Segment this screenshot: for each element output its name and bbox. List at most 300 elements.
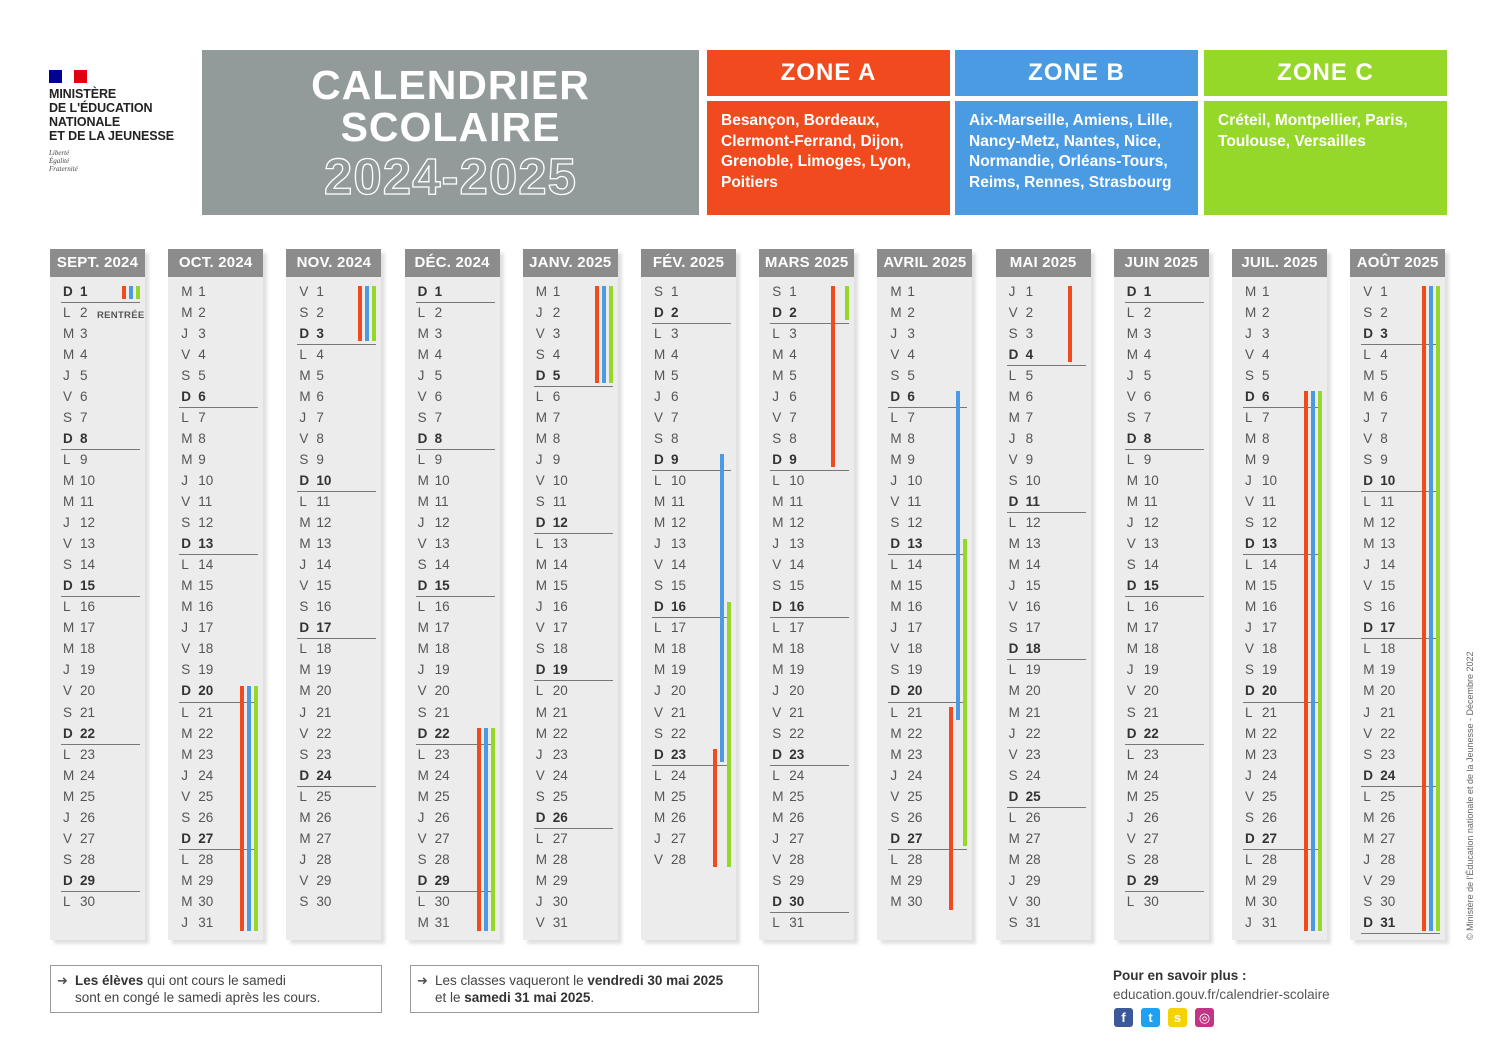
day-letter: S <box>1363 893 1373 909</box>
copyright: © Ministère de l'Éducation nationale et de la Jeunesse - Décembre 2022 <box>1465 651 1475 940</box>
day-number: 2 <box>1380 304 1388 320</box>
day-number: 24 <box>1262 767 1278 783</box>
day-number: 29 <box>552 872 568 888</box>
week-separator <box>1007 659 1086 660</box>
day-number: 25 <box>789 788 805 804</box>
more-info-link[interactable]: education.gouv.fr/calendrier-scolaire <box>1113 987 1330 1002</box>
day-number: 16 <box>434 599 450 615</box>
day-number: 25 <box>316 788 332 804</box>
day-letter: M <box>299 515 311 531</box>
day-letter: S <box>772 578 782 594</box>
day-letter: M <box>1126 494 1139 509</box>
day-number: 3 <box>552 325 561 341</box>
day-letter: M <box>181 451 193 467</box>
day-letter: L <box>63 304 71 320</box>
day-number: 2 <box>907 304 915 320</box>
day-letter: S <box>417 557 427 573</box>
day-number: 17 <box>434 620 450 636</box>
day-letter: D <box>535 367 546 383</box>
day-letter: V <box>535 620 545 636</box>
day-number: 16 <box>1262 599 1278 615</box>
day-number: 29 <box>907 872 923 888</box>
day-row <box>536 870 616 891</box>
day-row <box>63 617 143 638</box>
title-line-2: SCOLAIRE <box>340 104 561 150</box>
day-letter: V <box>1126 536 1136 552</box>
day-number: 17 <box>1380 620 1396 636</box>
day-row <box>299 365 379 386</box>
day-number: 3 <box>907 325 915 341</box>
day-letter: S <box>1126 704 1136 720</box>
day-number: 30 <box>80 893 96 909</box>
day-row <box>772 386 852 407</box>
title-line-1: CALENDRIER <box>311 62 590 108</box>
week-separator <box>1125 744 1204 745</box>
day-letter: S <box>654 283 664 299</box>
day-number: 24 <box>552 767 568 783</box>
day-letter: D <box>1363 620 1373 636</box>
day-number: 20 <box>434 683 450 699</box>
day-number: 30 <box>1025 893 1041 909</box>
day-number: 5 <box>1025 367 1034 383</box>
day-row <box>772 428 852 449</box>
day-row <box>63 828 143 849</box>
day-number: 24 <box>789 767 805 783</box>
day-number: 4 <box>434 346 443 362</box>
day-letter: J <box>1245 325 1252 341</box>
day-row <box>1127 407 1207 428</box>
day-row <box>772 512 852 533</box>
month-column <box>1114 249 1209 940</box>
day-number: 30 <box>1380 893 1396 909</box>
day-number: 13 <box>1380 536 1396 552</box>
day-number: 27 <box>316 830 332 846</box>
day-row <box>536 849 616 870</box>
day-letter: L <box>181 409 189 425</box>
day-number: 20 <box>1380 683 1396 699</box>
day-number: 25 <box>198 788 214 804</box>
day-number: 6 <box>1262 388 1270 404</box>
day-letter: L <box>181 851 189 867</box>
day-row <box>1127 449 1207 470</box>
logo-name: MINISTÈRE DE L'ÉDUCATION NATIONALE ET DE LA JEUNESSE <box>49 87 174 143</box>
day-letter: J <box>299 851 307 867</box>
day-letter: V <box>535 915 545 930</box>
day-number: 12 <box>1143 515 1159 531</box>
day-row <box>299 533 379 554</box>
day-row <box>1127 323 1207 344</box>
day-number: 5 <box>552 367 561 383</box>
day-letter: L <box>417 451 426 467</box>
day-row <box>654 365 734 386</box>
day-number: 15 <box>1380 578 1396 594</box>
day-number: 22 <box>1262 725 1278 741</box>
day-row <box>1009 891 1089 912</box>
day-letter: S <box>1008 915 1018 930</box>
day-row <box>1127 659 1207 680</box>
week-separator <box>297 344 376 345</box>
day-number: 15 <box>671 578 687 594</box>
day-letter: M <box>1245 430 1257 446</box>
day-row <box>1009 386 1089 407</box>
day-letter: M <box>890 283 902 299</box>
day-row <box>299 344 379 365</box>
day-letter: M <box>181 746 193 762</box>
day-row <box>772 554 852 575</box>
day-letter: S <box>299 746 309 762</box>
day-number: 12 <box>789 515 805 531</box>
day-letter: M <box>890 725 902 741</box>
day-number: 19 <box>552 662 568 678</box>
twitter-icon[interactable]: t <box>1141 1008 1160 1027</box>
day-letter: V <box>63 683 73 699</box>
day-letter: S <box>181 515 191 531</box>
snapchat-icon[interactable]: s <box>1168 1008 1187 1027</box>
day-letter: M <box>181 725 193 741</box>
day-row <box>890 765 970 786</box>
day-number: 15 <box>907 578 923 594</box>
day-number: 22 <box>789 725 805 741</box>
day-row <box>418 428 498 449</box>
day-letter: M <box>772 788 784 804</box>
day-row <box>536 807 616 828</box>
day-number: 19 <box>1143 662 1159 678</box>
day-letter: M <box>1363 367 1375 383</box>
week-separator <box>1007 807 1086 808</box>
day-number: 22 <box>1143 725 1159 741</box>
arrow-right-icon: ➜ <box>57 973 68 988</box>
day-number: 31 <box>1025 915 1041 930</box>
day-letter: M <box>772 809 784 825</box>
day-letter: M <box>1245 746 1257 762</box>
day-number: 8 <box>316 430 324 446</box>
day-number: 10 <box>1262 472 1278 488</box>
day-number: 31 <box>1380 915 1396 930</box>
day-letter: M <box>1126 767 1139 783</box>
facebook-icon[interactable]: f <box>1114 1008 1133 1027</box>
day-row <box>1127 491 1207 512</box>
day-number: 26 <box>198 809 214 825</box>
week-separator <box>770 323 849 324</box>
day-row <box>418 323 498 344</box>
day-number: 1 <box>316 283 324 299</box>
day-row <box>1009 723 1089 744</box>
day-number: 23 <box>80 746 96 762</box>
day-letter: D <box>417 283 428 299</box>
day-row <box>890 302 970 323</box>
day-number: 22 <box>671 725 687 741</box>
day-letter: S <box>535 641 545 657</box>
day-number: 17 <box>552 620 568 636</box>
day-row <box>890 365 970 386</box>
day-number: 18 <box>1143 641 1159 657</box>
day-letter: M <box>417 767 429 783</box>
holiday-bar <box>609 286 613 383</box>
day-number: 11 <box>1143 494 1158 509</box>
day-number: 27 <box>671 830 687 846</box>
day-letter: M <box>63 472 75 488</box>
day-number: 25 <box>434 788 450 804</box>
day-number: 27 <box>552 830 568 846</box>
day-number: 11 <box>907 494 922 509</box>
day-letter: L <box>1126 451 1135 467</box>
day-letter: S <box>1008 620 1018 636</box>
week-separator <box>888 849 967 850</box>
day-row <box>63 680 143 701</box>
day-row <box>1009 638 1089 659</box>
day-row <box>181 386 261 407</box>
day-number: 20 <box>198 683 214 699</box>
day-number: 6 <box>671 388 679 404</box>
day-row <box>299 870 379 891</box>
day-letter: V <box>654 851 664 867</box>
day-row <box>63 365 143 386</box>
day-row <box>536 533 616 554</box>
day-row <box>772 828 852 849</box>
month-column <box>1232 249 1327 940</box>
day-number: 22 <box>1380 725 1396 741</box>
day-row <box>418 512 498 533</box>
day-letter: V <box>299 872 309 888</box>
day-letter: L <box>772 325 780 341</box>
day-row <box>1127 891 1207 912</box>
day-number: 21 <box>552 704 568 720</box>
day-row <box>1245 365 1325 386</box>
day-row <box>772 765 852 786</box>
day-number: 31 <box>434 915 450 930</box>
day-number: 31 <box>552 915 568 930</box>
day-row <box>1127 702 1207 723</box>
day-letter: V <box>772 851 782 867</box>
day-row <box>299 428 379 449</box>
day-number: 3 <box>1380 325 1388 341</box>
day-number: 13 <box>552 536 568 552</box>
day-row <box>1009 828 1089 849</box>
day-number: 2 <box>434 304 443 320</box>
week-separator <box>61 596 140 597</box>
day-letter: M <box>1008 830 1020 846</box>
day-letter: V <box>1008 451 1018 467</box>
day-number: 20 <box>552 683 568 699</box>
day-letter: M <box>181 599 193 615</box>
day-number: 25 <box>1025 788 1041 804</box>
day-row <box>181 596 261 617</box>
day-row <box>299 891 379 912</box>
day-letter: M <box>890 578 902 594</box>
title-year: 2024-2025 <box>324 148 577 205</box>
day-number: 3 <box>316 325 324 341</box>
day-number: 19 <box>671 662 687 678</box>
day-letter: D <box>63 578 73 594</box>
day-number: 21 <box>1262 704 1278 720</box>
day-letter: M <box>299 830 311 846</box>
day-letter: M <box>535 430 548 446</box>
month-column <box>759 249 854 940</box>
day-number: 21 <box>1380 704 1396 720</box>
day-letter: S <box>1245 809 1255 825</box>
day-row <box>63 744 143 765</box>
day-number: 4 <box>789 346 797 362</box>
day-row <box>890 786 970 807</box>
month-header: OCT. 2024 <box>168 249 263 277</box>
day-number: 1 <box>1262 283 1270 299</box>
day-letter: S <box>299 451 309 467</box>
day-letter: M <box>772 367 784 383</box>
day-row <box>181 344 261 365</box>
day-row <box>772 344 852 365</box>
day-row <box>536 765 616 786</box>
day-letter: M <box>181 872 193 888</box>
day-letter: D <box>1126 872 1137 888</box>
day-letter: M <box>1126 788 1139 804</box>
day-letter: J <box>1245 620 1252 636</box>
week-separator <box>652 765 731 766</box>
day-row <box>1009 512 1089 533</box>
day-letter: M <box>299 662 311 678</box>
day-row <box>1127 554 1207 575</box>
day-row <box>654 407 734 428</box>
day-number: 14 <box>1380 557 1396 573</box>
day-letter: J <box>1008 283 1016 299</box>
day-number: 9 <box>789 451 797 467</box>
logo-motto: Liberté Égalité Fraternité <box>49 149 78 173</box>
day-row <box>1009 533 1089 554</box>
day-row <box>1009 281 1089 302</box>
day-row <box>1245 302 1325 323</box>
day-letter: J <box>890 767 898 783</box>
day-number: 29 <box>80 872 96 888</box>
day-row <box>772 638 852 659</box>
holiday-bar <box>484 728 488 931</box>
day-letter: D <box>1126 430 1137 446</box>
ministry-logo <box>49 70 189 173</box>
day-letter: V <box>772 557 782 573</box>
day-letter: M <box>535 557 548 573</box>
day-number: 25 <box>907 788 923 804</box>
day-row <box>418 533 498 554</box>
day-number: 8 <box>198 430 206 446</box>
day-letter: V <box>417 830 427 846</box>
day-letter: V <box>535 325 545 341</box>
day-letter: D <box>654 599 664 615</box>
day-number: 4 <box>671 346 679 362</box>
day-letter: V <box>1245 788 1255 804</box>
day-letter: D <box>890 830 901 846</box>
day-number: 10 <box>80 472 96 488</box>
day-number: 29 <box>789 872 805 888</box>
instagram-icon[interactable]: ◎ <box>1195 1008 1214 1027</box>
month-header: MAI 2025 <box>996 249 1091 277</box>
day-letter: M <box>772 515 784 531</box>
day-letter: J <box>535 746 543 762</box>
day-number: 26 <box>434 809 450 825</box>
day-letter: S <box>1363 746 1373 762</box>
day-row <box>1127 786 1207 807</box>
day-row <box>654 828 734 849</box>
day-row <box>1009 702 1089 723</box>
day-letter: M <box>654 515 666 531</box>
day-letter: M <box>890 746 902 762</box>
day-number: 6 <box>316 388 324 404</box>
day-row <box>1127 617 1207 638</box>
holiday-bar <box>129 286 133 299</box>
day-number: 10 <box>907 472 923 488</box>
week-separator <box>416 449 495 450</box>
day-letter: D <box>1363 325 1373 341</box>
day-letter: D <box>1363 472 1373 488</box>
day-number: 24 <box>1143 767 1159 783</box>
day-row <box>1127 870 1207 891</box>
holiday-bar <box>240 686 244 931</box>
day-number: 15 <box>80 578 96 594</box>
day-letter: S <box>1126 557 1136 573</box>
day-letter: D <box>1363 915 1373 930</box>
day-row <box>772 365 852 386</box>
holiday-bar <box>1436 286 1440 931</box>
day-number: 19 <box>1262 662 1278 678</box>
day-letter: M <box>1363 683 1375 699</box>
week-separator <box>1125 302 1204 303</box>
day-number: 16 <box>1380 599 1396 615</box>
day-number: 9 <box>198 451 206 467</box>
day-row <box>63 323 143 344</box>
day-letter: M <box>63 494 75 509</box>
day-number: 25 <box>1262 788 1278 804</box>
day-number: 26 <box>1025 809 1041 825</box>
day-letter: S <box>535 494 545 509</box>
day-letter: J <box>1008 872 1016 888</box>
month-column <box>405 249 500 940</box>
day-letter: S <box>772 430 782 446</box>
day-number: 13 <box>1143 536 1159 552</box>
day-row <box>63 786 143 807</box>
day-number: 26 <box>907 809 923 825</box>
day-row <box>63 596 143 617</box>
day-letter: M <box>890 451 902 467</box>
day-letter: M <box>417 788 429 804</box>
day-row <box>63 428 143 449</box>
day-letter: S <box>181 662 191 678</box>
day-row <box>63 723 143 744</box>
day-letter: J <box>1008 430 1016 446</box>
day-row <box>63 512 143 533</box>
day-row <box>536 828 616 849</box>
day-letter: M <box>1245 304 1257 320</box>
day-number: 17 <box>789 620 805 636</box>
day-row <box>181 638 261 659</box>
day-row <box>418 617 498 638</box>
day-letter: S <box>417 409 427 425</box>
day-row <box>772 575 852 596</box>
day-letter: M <box>1126 641 1139 657</box>
day-row <box>772 723 852 744</box>
day-number: 1 <box>671 283 679 299</box>
day-row <box>536 659 616 680</box>
day-number: 8 <box>434 430 443 446</box>
day-number: 27 <box>80 830 96 846</box>
holiday-bar <box>1429 286 1433 931</box>
day-letter: M <box>1363 536 1375 552</box>
day-letter: D <box>654 451 664 467</box>
holiday-bar <box>254 686 258 931</box>
day-letter: D <box>1363 767 1373 783</box>
day-row <box>63 870 143 891</box>
day-number: 2 <box>198 304 206 320</box>
day-row <box>63 386 143 407</box>
day-number: 5 <box>1143 367 1152 383</box>
day-number: 13 <box>907 536 923 552</box>
day-number: 5 <box>789 367 797 383</box>
